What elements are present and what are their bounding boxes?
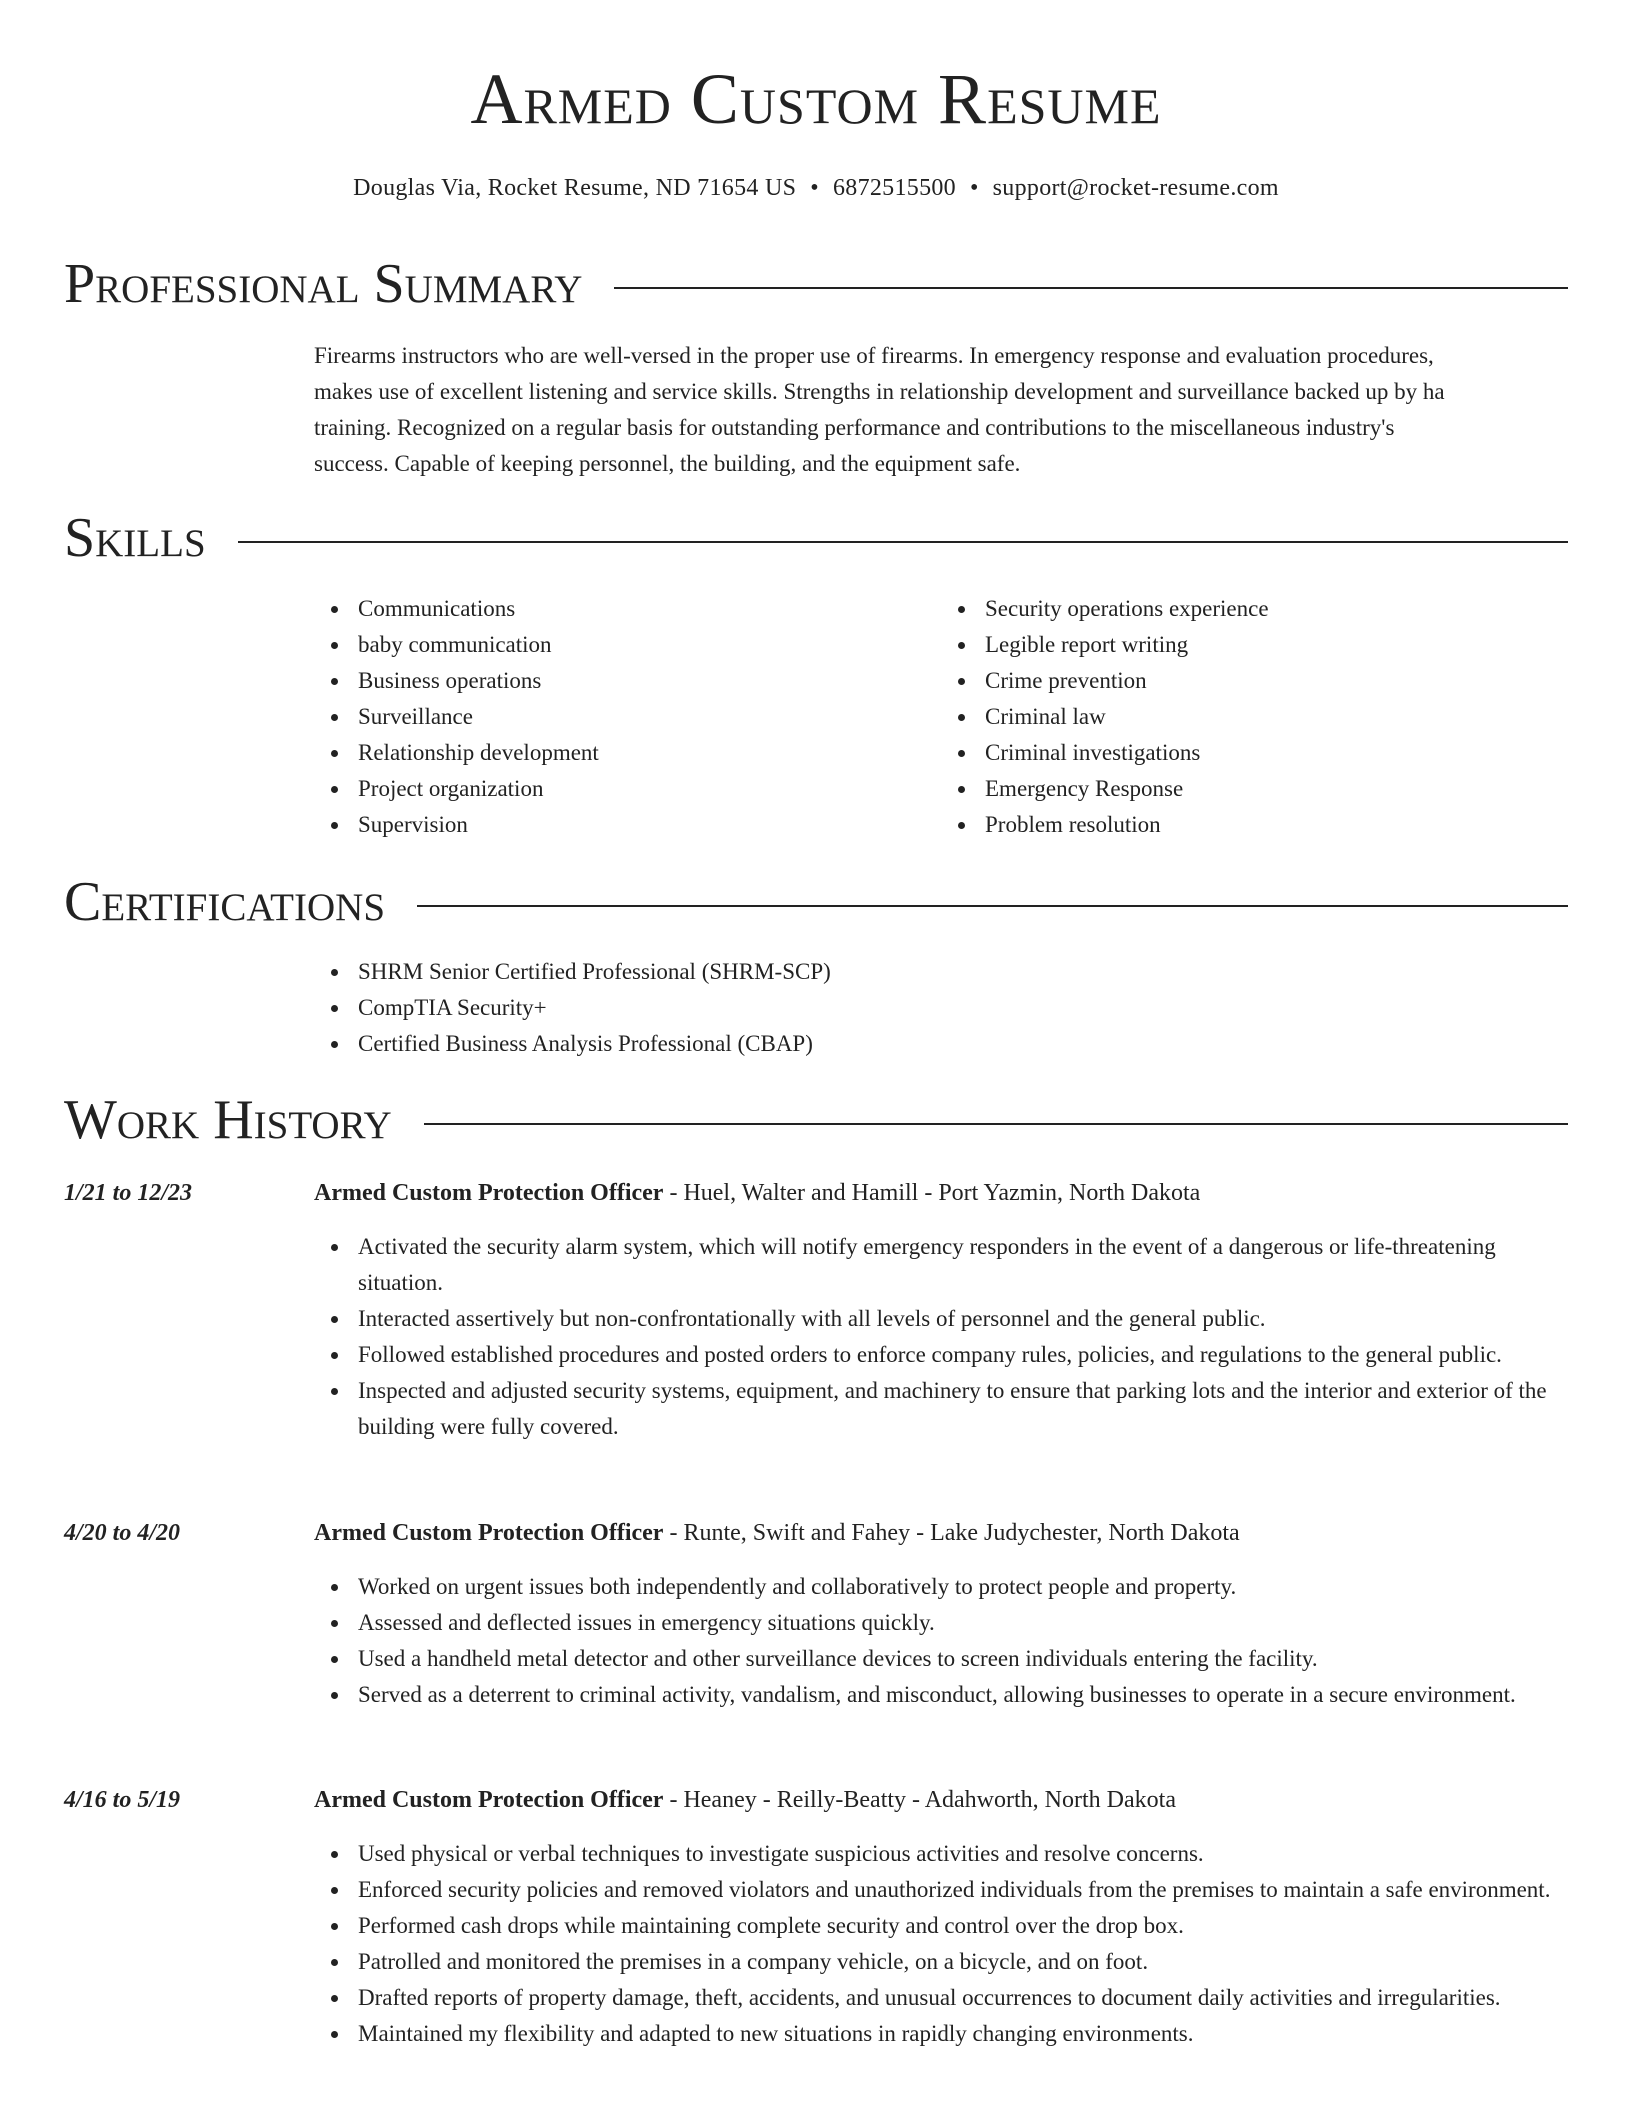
job-title: Armed Custom Protection Officer (314, 1520, 664, 1546)
skill-item: Business operations (358, 663, 941, 699)
certifications-heading: Certifications (64, 871, 386, 933)
job-title: Armed Custom Protection Officer (314, 1180, 664, 1206)
job-duty-item: Used physical or verbal techniques to investigate suspicious activities and resolve concerns. (358, 1836, 1568, 1872)
skill-item: Surveillance (358, 699, 941, 735)
job-title-line (314, 1782, 1176, 1818)
skill-item: Emergency Response (985, 771, 1568, 807)
job-duty-item: Interacted assertively but non-confrontationally with all levels of personnel and the general public. (358, 1301, 1568, 1337)
job-duty-item: Assessed and deflected issues in emergency situations quickly. (358, 1605, 1568, 1641)
job-employer-location: - Heaney - Reilly-Beatty - Adahworth, North Dakota (663, 1787, 1176, 1813)
contact-address: Douglas Via, Rocket Resume, ND 71654 US (353, 175, 797, 201)
skills-column-right (941, 591, 1568, 843)
summary-line: training. Recognized on a regular basis for outstanding performance and contributions to the miscellaneous industry's (314, 415, 1395, 440)
job-employer-location: - Runte, Swift and Fahey - Lake Judychester, North Dakota (663, 1520, 1240, 1546)
skill-item: Criminal investigations (985, 735, 1568, 771)
skill-item: Relationship development (358, 735, 941, 771)
job-duty-item: Performed cash drops while maintaining complete security and control over the drop box. (358, 1908, 1568, 1944)
resume-name: Armed Custom Resume (470, 59, 1162, 139)
job-employer-location: - Huel, Walter and Hamill - Port Yazmin, North Dakota (663, 1180, 1201, 1206)
job-duty-item: Maintained my flexibility and adapted to new situations in rapidly changing environments. (358, 2016, 1568, 2052)
section-divider (238, 541, 1568, 543)
job-duty-item: Worked on urgent issues both independently and collaboratively to protect people and property. (358, 1569, 1568, 1605)
skills-heading: Skills (64, 507, 206, 569)
job-dates: 4/16 to 5/19 (64, 1787, 181, 1813)
skills-list (314, 591, 1568, 843)
job-duty-item: Served as a deterrent to criminal activity, vandalism, and misconduct, allowing businesses to operate in a secure environment. (358, 1677, 1568, 1713)
certifications-list (314, 954, 1568, 1062)
skills-column-left (314, 591, 941, 843)
job-duty-item: Activated the security alarm system, which will notify emergency responders in the event of a dangerous or life-threatening situation. (358, 1229, 1568, 1301)
contact-line (0, 174, 1632, 203)
skill-item: baby communication (358, 627, 941, 663)
section-divider (614, 287, 1568, 289)
job-duty-item: Drafted reports of property damage, theft, accidents, and unusual occurrences to document daily activities and irregularities. (358, 1980, 1568, 2016)
job-duties (314, 1569, 1568, 1713)
job-duty-item: Inspected and adjusted security systems, equipment, and machinery to ensure that parking lots and the interior and exterior of the building were fully covered. (358, 1373, 1568, 1445)
summary-heading: Professional Summary (64, 253, 583, 315)
job-duties (314, 1836, 1568, 2052)
skill-item: Crime prevention (985, 663, 1568, 699)
work-history-section-header (64, 1090, 1568, 1152)
job-title-line (314, 1515, 1240, 1551)
work-history-heading: Work History (64, 1089, 392, 1151)
contact-separator: • (969, 175, 979, 201)
summary-line: makes use of excellent listening and service skills. Strengths in relationship development and surveillance backed up by ha (314, 379, 1445, 404)
contact-phone: 6872515500 (832, 175, 956, 201)
skill-item: Supervision (358, 807, 941, 843)
certification-item: CompTIA Security+ (358, 990, 1568, 1026)
section-divider (417, 905, 1568, 907)
job-duty-item: Used a handheld metal detector and other surveillance devices to screen individuals entering the facility. (358, 1641, 1568, 1677)
skill-item: Project organization (358, 771, 941, 807)
skill-item: Security operations experience (985, 591, 1568, 627)
skill-item: Problem resolution (985, 807, 1568, 843)
job-title: Armed Custom Protection Officer (314, 1787, 664, 1813)
summary-line: Firearms instructors who are well-versed in the proper use of firearms. In emergency response and evaluation procedures, (314, 343, 1434, 368)
job-title-line (314, 1175, 1200, 1211)
contact-separator: • (810, 175, 819, 201)
job-duty-item: Followed established procedures and posted orders to enforce company rules, policies, and regulations to the general public. (358, 1337, 1568, 1373)
skill-item: Communications (358, 591, 941, 627)
job-duty-item: Patrolled and monitored the premises in a company vehicle, on a bicycle, and on foot. (358, 1944, 1568, 1980)
summary-text (314, 338, 1568, 482)
job-dates: 4/20 to 4/20 (64, 1520, 181, 1546)
certification-item: Certified Business Analysis Professional (CBAP) (358, 1026, 1568, 1062)
skill-item: Criminal law (985, 699, 1568, 735)
contact-email: support@rocket-resume.com (992, 175, 1279, 201)
certifications-section-header (64, 872, 1568, 934)
section-divider (424, 1123, 1568, 1125)
job-dates: 1/21 to 12/23 (64, 1180, 193, 1206)
skills-section-header (64, 508, 1568, 570)
job-duty-item: Enforced security policies and removed violators and unauthorized individuals from the premises to maintain a safe environment. (358, 1872, 1568, 1908)
summary-section-header (64, 254, 1568, 316)
summary-line: success. Capable of keeping personnel, the building, and the equipment safe. (314, 451, 1021, 476)
skill-item: Legible report writing (985, 627, 1568, 663)
job-duties (314, 1229, 1568, 1445)
certification-item: SHRM Senior Certified Professional (SHRM-SCP) (358, 954, 1568, 990)
